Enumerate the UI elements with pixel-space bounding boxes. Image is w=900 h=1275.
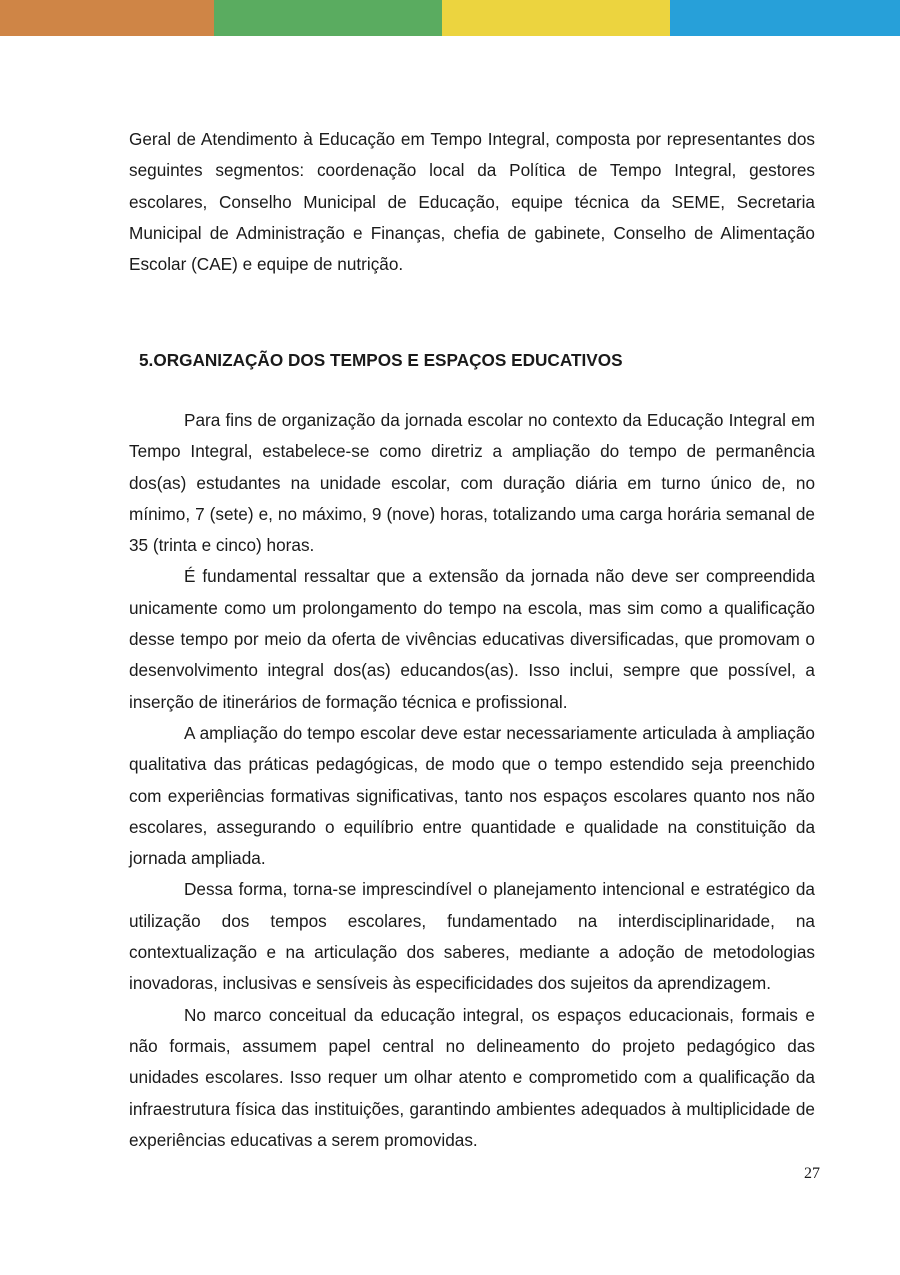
header-color-bar [0, 0, 900, 36]
body-paragraph: A ampliação do tempo escolar deve estar necessariamente articulada à ampliação qualitativa das práticas pedagógicas, de modo que o tempo estendido seja preenchido com experiências formativas significativas, tanto nos espaços escolares quanto nos não escolares, assegurando o equilíbrio entre quantidade e qualidade na constituição da jornada ampliada. [129, 722, 815, 869]
intro-block [129, 124, 815, 280]
body-paragraph: Dessa forma, torna-se imprescindível o planejamento intencional e estratégico da utilização dos tempos escolares, fundamentado na interdisciplinaridade, na contextualização e na articulação dos saberes, mediante a adoção de metodologias inovadoras, inclusivas e sensíveis às especificidades dos sujeitos da aprendizagem. [129, 879, 815, 994]
body-paragraph: É fundamental ressaltar que a extensão da jornada não deve ser compreendida unicamente como um prolongamento do tempo na escola, mas sim como a qualificação desse tempo por meio da oferta de vivências educativas diversificadas, que promovam o desenvolvimento integral dos(as) educandos(as). Isso inclui, sempre que possível, a inserção de itinerários de formação técnica e profissional. [129, 566, 815, 712]
section-body [129, 405, 815, 1156]
body-paragraph: Para fins de organização da jornada escolar no contexto da Educação Integral em Tempo Integral, estabelece-se como diretriz a ampliação do tempo de permanência dos(as) estudantes na unidade escolar, com duração diária em turno único de, no mínimo, 7 (sete) e, no máximo, 9 (nove) horas, totalizando uma carga horária semanal de 35 (trinta e cinco) horas. [129, 410, 815, 556]
color-bar-segment-orange [0, 0, 214, 36]
color-bar-segment-blue [670, 0, 900, 36]
body-paragraph: No marco conceitual da educação integral, os espaços educacionais, formais e não formais, assumem papel central no delineamento do projeto pedagógico das unidades escolares. Isso requer um olhar atento e comprometido com a qualificação da infraestrutura física das instituições, garantindo ambientes adequados à multiplicidade de experiências educativas a serem promovidas. [129, 1004, 815, 1150]
color-bar-segment-yellow [442, 0, 670, 36]
page-number: 27 [804, 1165, 820, 1182]
color-bar-segment-green [214, 0, 442, 36]
section-heading: 5.ORGANIZAÇÃO DOS TEMPOS E ESPAÇOS EDUCATIVOS [139, 350, 623, 370]
intro-paragraph: Geral de Atendimento à Educação em Tempo Integral, composta por representantes dos seguintes segmentos: coordenação local da Política de Tempo Integral, gestores escolares, Conselho Municipal de Educação, equipe técnica da SEME, Secretaria Municipal de Administração e Finanças, chefia de gabinete, Conselho de Alimentação Escolar (CAE) e equipe de nutrição. [129, 129, 815, 275]
